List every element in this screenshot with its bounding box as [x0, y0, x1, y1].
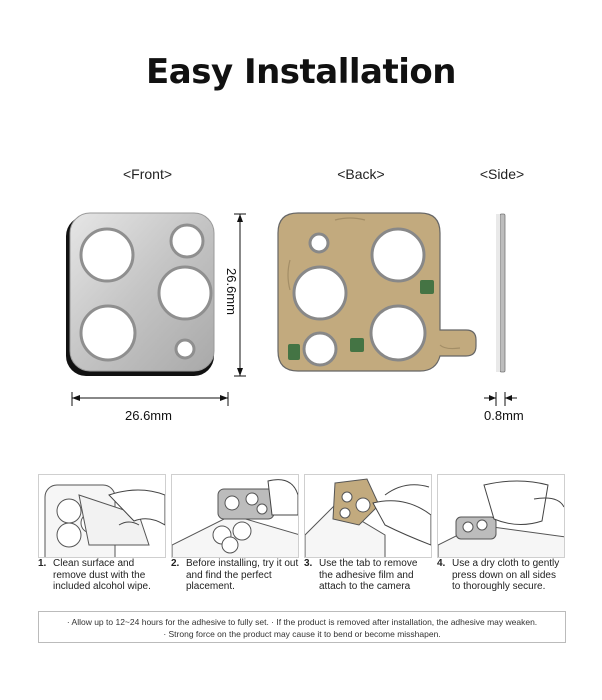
step-4-caption: [437, 558, 565, 593]
placement-icon: [172, 475, 299, 558]
step-4-illustration: [437, 474, 565, 558]
step-number: 4.: [437, 558, 446, 569]
back-adhesive-frame: [278, 213, 476, 371]
step-text: Before installing, try it out and find the perfect placement.: [186, 558, 299, 592]
installation-steps: [38, 474, 566, 558]
side-dimension-line: [484, 392, 517, 406]
press-cloth-icon: [438, 475, 565, 558]
step-3-caption: [304, 558, 432, 593]
step-text: Clean surface and remove dust with the included alcohol wipe.: [53, 558, 151, 592]
step-1-caption: [38, 558, 166, 593]
step-text: Use the tab to remove the adhesive film and attach to the camera: [319, 558, 418, 592]
width-dimension-line: [72, 392, 228, 406]
front-view-label: <Front>: [122, 166, 173, 182]
side-view-label: <Side>: [479, 166, 525, 182]
height-label: 26.6mm: [224, 268, 239, 315]
step-3-illustration: [304, 474, 432, 558]
width-label: 26.6mm: [125, 408, 172, 423]
step-1-illustration: [38, 474, 166, 558]
step-number: 2.: [171, 558, 180, 569]
peel-tab-icon: [305, 475, 432, 558]
note-line-1: · Allow up to 12~24 hours for the adhesive to fully set. · If the product is removed after installation, the adhesive may weaken.: [66, 617, 538, 627]
wipe-icon: [39, 475, 166, 558]
step-number: 3.: [304, 558, 313, 569]
side-profile: [496, 214, 505, 372]
step-2-illustration: [171, 474, 299, 558]
page-title: Easy Installation: [146, 52, 456, 92]
step-text: Use a dry cloth to gently press down on all sides to thoroughly secure.: [452, 558, 560, 592]
step-number: 1.: [38, 558, 47, 569]
caution-notes: [38, 611, 566, 643]
thickness-label: 0.8mm: [484, 408, 524, 423]
front-lens-frame: [66, 213, 214, 376]
step-2-caption: [171, 558, 299, 593]
note-line-2: · Strong force on the product may cause it to bend or become misshapen.: [163, 629, 441, 639]
back-view-label: <Back>: [337, 166, 385, 182]
